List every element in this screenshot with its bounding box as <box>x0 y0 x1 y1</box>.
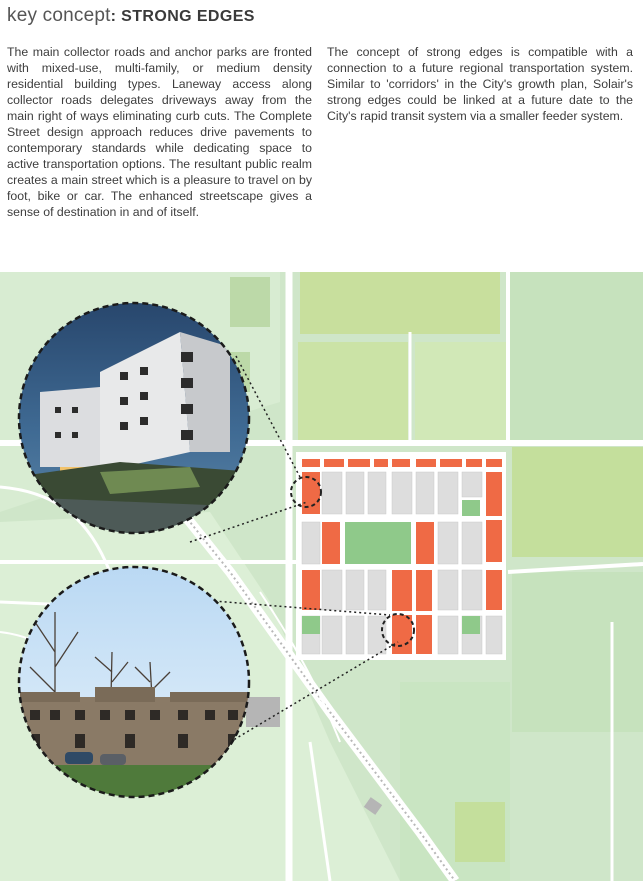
central-park <box>345 522 411 564</box>
title-prefix: key concept <box>7 5 111 26</box>
title-separator: : <box>110 8 122 25</box>
right-paragraph: The concept of strong edges is compatible with a connection to a future regional transportation system. Similar to 'corridors' in the City's growth plan, Solair's strong edges could be linked at a future date to the City's rapid transit system via a smaller feeder system. <box>327 45 633 123</box>
map-field <box>512 447 643 557</box>
pocket-park <box>462 500 480 518</box>
map-field <box>415 342 507 442</box>
map-field <box>300 272 500 334</box>
map-field <box>455 802 505 862</box>
pocket-park <box>462 616 480 634</box>
existing-building <box>246 697 280 727</box>
site-plan-svg <box>0 272 643 881</box>
map-field <box>508 272 643 442</box>
left-paragraph: The main collector roads and anchor parks are fronted with mixed-use, multi-family, or medium density residential building types. Laneway access along collector roads delegates driveways away from the main right of ways eliminating curb cuts. The Complete Street design approach reduces drive pavements to contemporary standards while dedicating space to active transportation options. The resultant public realm creates a main street which is a pleasure to travel on by foot, bike or car. The enhanced streetscape gives a sense of destination in and of itself. <box>7 45 312 219</box>
map-field <box>298 342 408 442</box>
map-field <box>230 277 270 327</box>
development-site <box>296 452 506 660</box>
pocket-park <box>302 616 320 634</box>
title-emphasis: STRONG EDGES <box>121 8 255 25</box>
map-field <box>512 572 643 732</box>
page-title <box>7 4 255 29</box>
site-plan-map <box>0 272 643 881</box>
